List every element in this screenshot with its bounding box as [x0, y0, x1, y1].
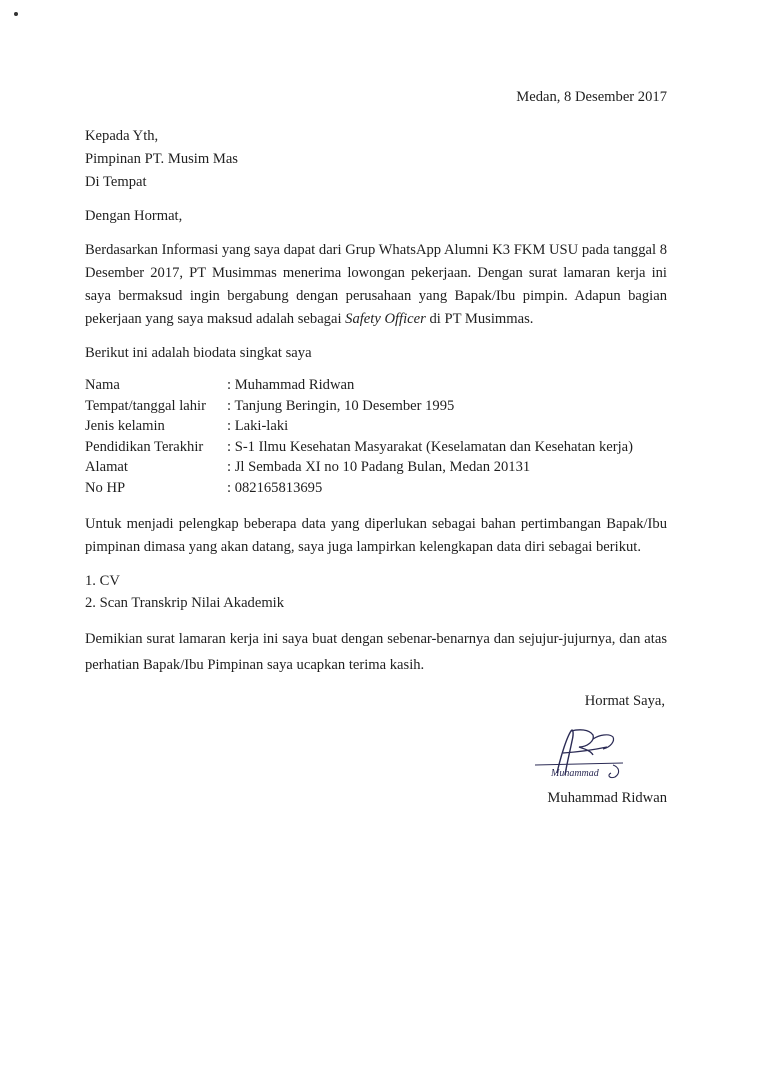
recipient-block — [85, 125, 667, 194]
biodata-value: : Muhammad Ridwan — [227, 377, 355, 393]
paragraph-attachments: Untuk menjadi pelengkap beberapa data yang diperlukan sebagai bahan pertimbangan Bapak/Ibu pimpinan dimasa yang akan datang, saya juga lampirkan kelengkapan data diri sebagai berikut. — [85, 516, 667, 555]
recipient-salutation: Kepada Yth, — [85, 128, 159, 144]
paragraph-intro — [85, 239, 667, 331]
biodata-row — [85, 478, 633, 499]
biodata-row — [85, 416, 633, 437]
biodata-value: : 082165813695 — [227, 479, 323, 496]
recipient-name: Pimpinan PT. Musim Mas — [85, 151, 238, 167]
signature-image — [527, 725, 627, 787]
biodata-label: Jenis kelamin — [85, 418, 165, 434]
biodata-intro: Berikut ini adalah biodata singkat saya — [85, 345, 312, 361]
biodata-row — [85, 457, 633, 478]
page-dot — [14, 12, 18, 16]
paragraph-intro-tail: di PT Musimmas. — [429, 311, 534, 327]
biodata-label: Pendidikan Terakhir — [85, 438, 204, 455]
job-position: Safety Officer — [345, 311, 426, 327]
biodata-row — [85, 437, 633, 458]
recipient-place: Di Tempat — [85, 174, 147, 190]
biodata-value: : S-1 Ilmu Kesehatan Masyarakat (Keselamatan dan Kesehatan kerja) — [227, 438, 634, 455]
biodata-label: No HP — [85, 479, 126, 496]
letter-date: Medan, 8 Desember 2017 — [516, 89, 667, 105]
biodata-value: : Tanjung Beringin, 10 Desember 1995 — [227, 397, 455, 414]
biodata-label: Alamat — [85, 459, 128, 475]
biodata-label: Tempat/tanggal lahir — [85, 397, 206, 414]
biodata-value: : Laki-laki — [227, 418, 289, 434]
greeting: Dengan Hormat, — [85, 208, 183, 224]
biodata-row — [85, 375, 633, 396]
attachment-item: 1. CV — [85, 573, 120, 589]
signoff-text: Hormat Saya, — [584, 693, 665, 709]
signature-scribble: Muhammad — [551, 768, 599, 779]
biodata-value: : Jl Sembada XI no 10 Padang Bulan, Medan 20131 — [227, 459, 531, 475]
biodata-label: Nama — [85, 377, 120, 393]
biodata-table — [85, 375, 633, 498]
cover-letter — [85, 86, 667, 810]
attachment-item: 2. Scan Transkrip Nilai Akademik — [85, 595, 285, 611]
attachment-list — [85, 570, 667, 614]
signoff — [85, 690, 667, 713]
closing-paragraph: Demikian surat lamaran kerja ini saya buat dengan sebenar-benarnya dan sejujur-jujurnya, dan atas perhatian Bapak/Ibu Pimpinan saya ucapkan terima kasih. — [85, 631, 667, 673]
biodata-row — [85, 396, 633, 417]
paragraph-intro-text: Berdasarkan Informasi yang saya dapat dari Grup WhatsApp Alumni K3 FKM USU pada tanggal 8 Desember 2017, PT Musimmas menerima lowongan pekerjaan. Dengan surat lamaran kerja ini saya bermaksud ingin bergabung dengan perusahaan yang Bapak/Ibu pimpin. Adapun bagian pekerjaan yang saya maksud adalah sebagai — [85, 242, 667, 327]
signer-name: Muhammad Ridwan — [547, 790, 667, 806]
